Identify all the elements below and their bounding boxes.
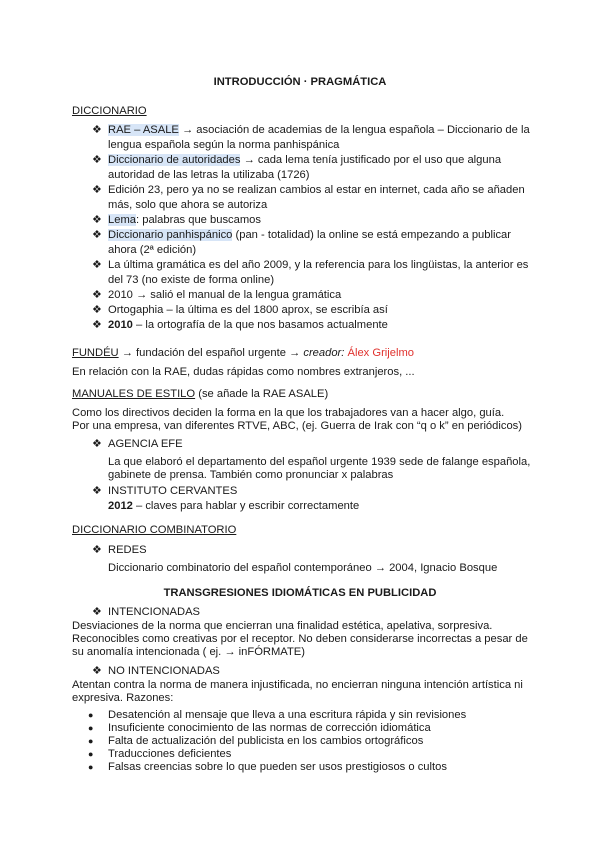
instituto-item: [92, 484, 237, 499]
diamond-bullet-icon: ❖: [92, 154, 102, 166]
creator-name: Álex Grijelmo: [347, 347, 415, 359]
agencia-text-1: La que elaboró el departamento del español urgente 1939 sede de falange española,: [108, 456, 531, 468]
section-heading-combinatorio: DICCIONARIO COMBINATORIO: [72, 524, 237, 536]
bullet-dot-icon: ●: [88, 723, 94, 733]
list-item: [88, 722, 466, 735]
section-heading-manuales: MANUALES DE ESTILO: [72, 388, 196, 400]
item-text: : palabras que buscamos: [136, 214, 262, 226]
diamond-bullet-icon: ❖: [92, 214, 102, 226]
highlighted-term: RAE – ASALE: [108, 124, 179, 136]
highlighted-term: Diccionario panhispánico: [108, 229, 233, 241]
item-text: → cada lema tenía justificado por el uso que alguna autoridad de las letras la utilizaba (1726): [108, 154, 502, 181]
diamond-bullet-icon: ❖: [92, 665, 102, 677]
redes-text: Diccionario combinatorio del español contemporáneo → 2004, Ignacio Bosque: [108, 562, 498, 574]
razones-list: [88, 709, 466, 774]
manuales-line-1: Como los directivos deciden la forma en la que los trabajadores van a hacer algo, guía.: [72, 407, 505, 419]
no-intencionadas-label: NO INTENCIONADAS: [108, 665, 220, 677]
list-item: [88, 709, 466, 722]
intencionadas-line-2: Reconocibles como creativas por el receptor. No deben considerarse incorrectas a pesar de: [72, 633, 528, 645]
item-text: Edición 23, pero ya no se realizan cambios al estar en internet, cada año se añaden más, solo que ahora se autoriza: [108, 184, 525, 211]
diamond-bullet-icon: ❖: [92, 544, 102, 556]
diamond-bullet-icon: ❖: [92, 438, 102, 450]
intencionadas-item: [92, 605, 200, 620]
list-item: [92, 303, 532, 318]
fundeu-text: → fundación del español urgente →: [118, 347, 304, 359]
bold-year: 2010: [108, 319, 133, 331]
instituto-desc: – claves para hablar y escribir correctamente: [132, 500, 360, 512]
razon-text: Falta de actualización del publicista en los cambios ortográficos: [108, 735, 424, 747]
item-text: – la ortografía de la que nos basamos actualmente: [132, 319, 388, 331]
manuales-heading-line: [72, 387, 328, 402]
no-intencionadas-item: [92, 664, 220, 679]
diamond-bullet-icon: ❖: [92, 184, 102, 196]
agencia-efe-item: [92, 437, 183, 452]
instituto-text: [108, 499, 359, 514]
fundeu-description: En relación con la RAE, dudas rápidas como nombres extranjeros, ...: [72, 366, 415, 378]
list-item: [92, 318, 532, 333]
agencia-label: AGENCIA EFE: [108, 438, 183, 450]
diamond-bullet-icon: ❖: [92, 259, 102, 271]
list-item: [92, 228, 532, 258]
no-intencionadas-line-2: expresiva. Razones:: [72, 692, 174, 704]
list-item: [88, 735, 466, 748]
item-text: La última gramática es del año 2009, y la referencia para los lingüistas, la anterior es del 73 (no existe de forma online): [108, 259, 529, 286]
razon-text: Falsas creencias sobre lo que pueden ser usos prestigiosos o cultos: [108, 761, 447, 773]
instituto-label: INSTITUTO CERVANTES: [108, 485, 238, 497]
list-item: [92, 153, 532, 183]
redes-item: [92, 543, 147, 558]
no-intencionadas-line-1: Atentan contra la norma de manera injustificada, no encierran ninguna intención artística ni: [72, 679, 523, 691]
list-item: [92, 258, 532, 288]
list-item: [92, 183, 532, 213]
list-item: [92, 123, 532, 153]
list-item: [88, 761, 466, 774]
bold-year: 2012: [108, 500, 133, 512]
bullet-dot-icon: ●: [88, 762, 94, 772]
razon-text: Desatención al mensaje que lleva a una escritura rápida y sin revisiones: [108, 709, 467, 721]
redes-label: REDES: [108, 544, 147, 556]
creator-label: creador:: [303, 347, 345, 359]
diamond-bullet-icon: ❖: [92, 229, 102, 241]
section-heading-diccionario: DICCIONARIO: [72, 105, 147, 117]
diamond-bullet-icon: ❖: [92, 124, 102, 136]
razon-text: Traducciones deficientes: [108, 748, 232, 760]
diccionario-list: [92, 123, 532, 333]
item-text: Ortogaphia – la última es del 1800 aprox, se escribía así: [108, 304, 388, 316]
diamond-bullet-icon: ❖: [92, 319, 102, 331]
bullet-dot-icon: ●: [88, 736, 94, 746]
diamond-bullet-icon: ❖: [92, 606, 102, 618]
manuales-line-2: Por una empresa, van diferentes RTVE, ABC, (ej. Guerra de Irak con “q o k” en periódicos): [72, 420, 522, 432]
highlighted-term: Diccionario de autoridades: [108, 154, 241, 166]
fundeu-line: [72, 346, 414, 361]
page-title: INTRODUCCIÓN · PRAGMÁTICA: [213, 76, 387, 88]
heading-note: (se añade la RAE ASALE): [195, 388, 329, 400]
intencionadas-label: INTENCIONADAS: [108, 606, 200, 618]
list-item: [92, 213, 532, 228]
highlighted-term: Lema: [108, 214, 136, 226]
razon-text: Insuficiente conocimiento de las normas de corrección idiomática: [108, 722, 431, 734]
item-text: 2010 → salió el manual de la lengua gramática: [108, 289, 342, 301]
bullet-dot-icon: ●: [88, 749, 94, 759]
list-item: [92, 288, 532, 303]
section-heading-fundeu: FUNDÉU: [72, 347, 119, 359]
item-text: (pan - totalidad) la online se está empezando a publicar ahora (2ª edición): [108, 229, 512, 256]
intencionadas-line-1: Desviaciones de la norma que encierran una finalidad estética, apelativa, sorpresiva.: [72, 620, 493, 632]
list-item: [88, 748, 466, 761]
agencia-text-2: gabinete de prensa. También como pronunciar x palabras: [108, 469, 394, 481]
diamond-bullet-icon: ❖: [92, 289, 102, 301]
item-text: → asociación de academias de la lengua española – Diccionario de la lengua española según la norma panhispánica: [108, 124, 530, 151]
section-heading-transgresiones: TRANSGRESIONES IDIOMÁTICAS EN PUBLICIDAD: [163, 587, 437, 599]
diamond-bullet-icon: ❖: [92, 304, 102, 316]
intencionadas-line-3: su anomalía intencionada ( ej. → inFÓRMATE): [72, 646, 305, 658]
diamond-bullet-icon: ❖: [92, 485, 102, 497]
bullet-dot-icon: ●: [88, 710, 94, 720]
